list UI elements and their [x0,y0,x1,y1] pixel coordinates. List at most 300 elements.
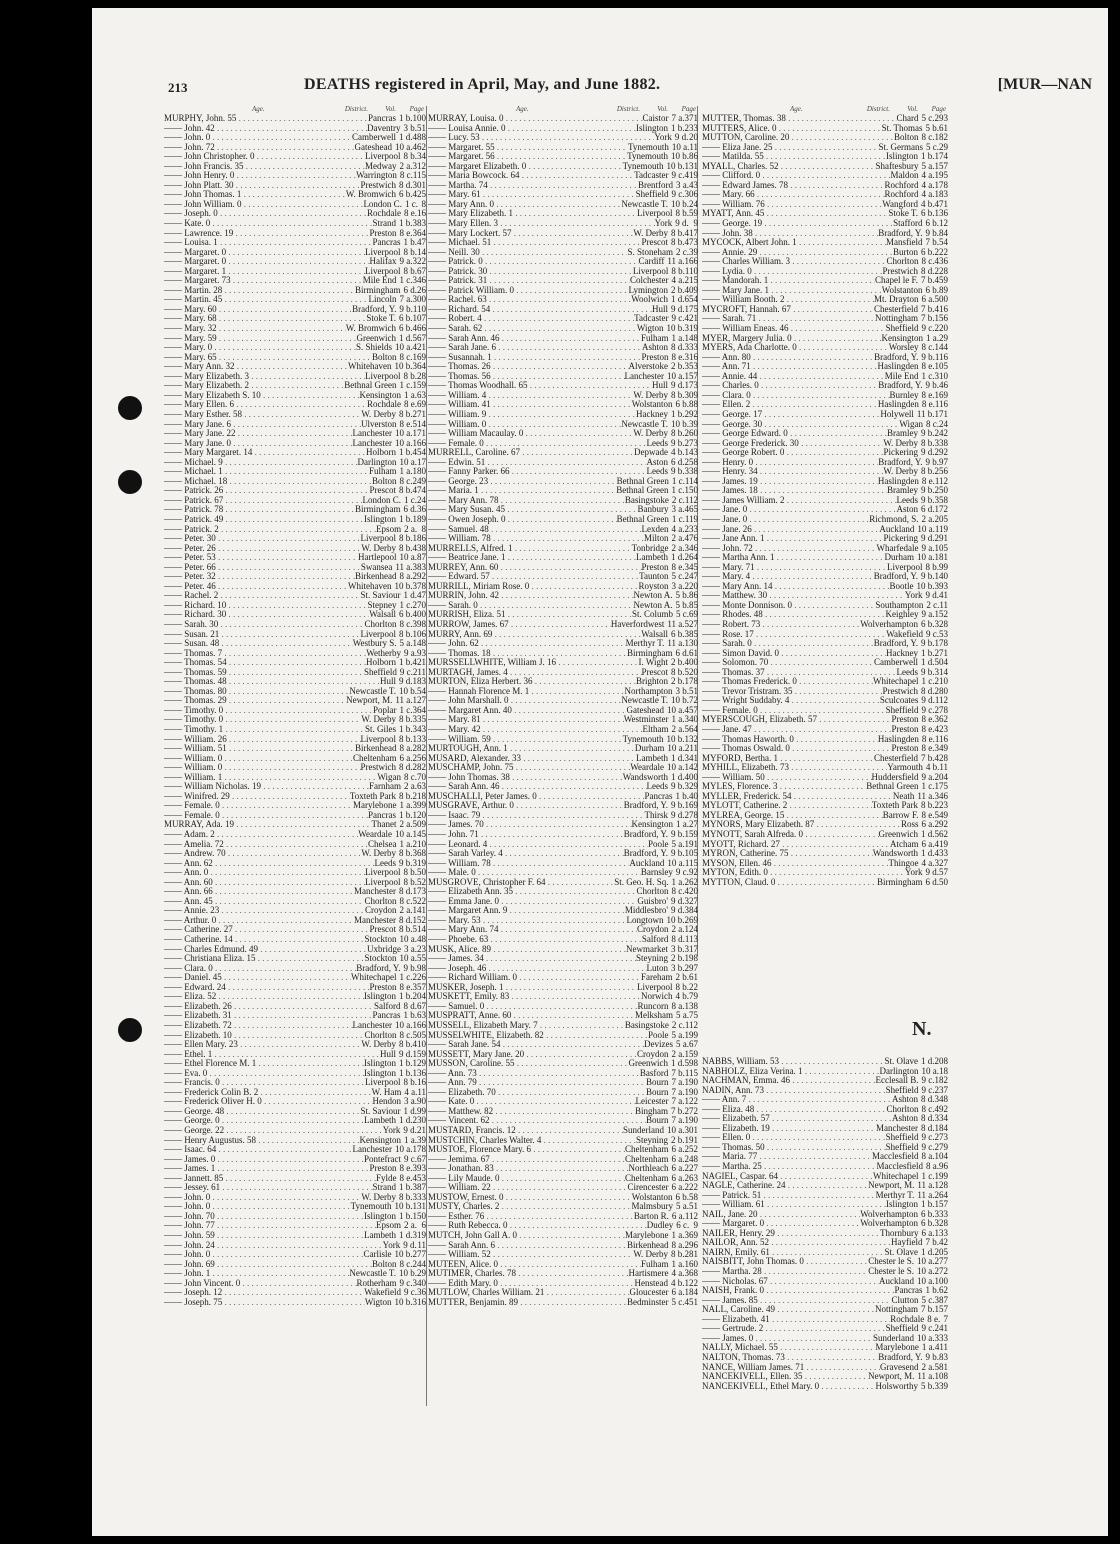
entry-volume: 9 b. [921,429,935,439]
entry-page: 99 [939,562,948,572]
entry-page: 364 [412,362,426,372]
entry-district: Islington [885,1200,918,1210]
entry-volume: 6 b. [921,1219,935,1229]
entry-name: —— John Henry. 0 . . . [164,171,356,181]
entry-district: Manchester [354,915,396,925]
entry-row [428,868,698,878]
entry-volume: 9 c. [921,1076,935,1086]
entry-page: 292 [934,820,948,830]
entry-district: Luton [646,963,668,973]
entry-row [164,1298,426,1308]
entry-row [428,1116,698,1126]
entry-district: Hartismere [628,1269,669,1279]
entry-row [702,563,948,573]
entry-row [164,1040,426,1050]
entry-page: 115 [684,858,698,868]
entry-district: Birmingham [627,648,673,658]
entry-row [164,1164,426,1174]
entry-page: 36 [417,505,426,515]
entry-volume: 9 b. [921,495,935,505]
entry-name: —— John. 0 . . . [164,1193,361,1203]
entry-name: —— Margaret Elizabeth. 0 . . . [428,162,623,172]
entry-page: 205 [934,1247,948,1257]
entry-name: —— Maria Bowcock. 64 . . . [428,171,634,181]
entry-district: Liverpool [365,868,401,878]
entry-volume: 8 b. [399,543,413,553]
entry-row [428,525,698,535]
entry-name: MUTEEN, Alice. 0 . . . [428,1260,641,1270]
entry-page: 522 [412,896,426,906]
entry-name: —— John Vincent. 0 . . . [164,1279,357,1289]
entry-row [164,305,426,315]
entry-name: —— Henry. 0 . . . [702,458,878,468]
entry-page: 454 [412,448,426,458]
entry-row [428,945,698,955]
entry-district: W. Bromwich [345,324,396,334]
entry-volume: 2 a. [671,725,685,734]
entry-district: Islington [363,514,396,524]
entry-district: Liverpool [365,371,401,381]
entry-district: Clutton [891,1295,919,1305]
entry-district: W. Derby [361,1192,396,1202]
entry-row [702,706,948,716]
column-header [702,104,948,114]
entry-page: 281 [684,1250,698,1260]
entry-volume: 8 d. [399,763,413,773]
entry-name: —— Frederick Oliver H. 0 . . . [164,1097,373,1107]
entry-row [428,381,698,391]
entry-name: —— Henry. 34 . . . [702,467,883,477]
entry-row [164,906,426,916]
entry-row [164,429,426,439]
entry-district: Sheffield [885,1142,919,1152]
entry-volume: 8 b. [921,467,935,477]
entry-volume: 1 d. [671,553,685,563]
entry-page: 50 [417,868,426,878]
entry-district: Mansfield [886,238,923,248]
entry-volume: 11 a. [667,257,685,267]
entry-district: Tynemouth [622,734,664,744]
entry-name: —— Henry Augustus. 58 . . . [164,1136,360,1146]
entry-row [428,486,698,496]
entry-row [164,1279,426,1289]
entry-page: 148 [412,639,426,649]
entry-volume: 7 a. [671,1078,685,1088]
entry-district: Bourn [646,1116,669,1126]
entry-district: Liverpool [360,629,396,639]
entry-volume: 7 b. [671,1106,685,1116]
entry-page: 421 [412,658,426,668]
entry-volume: 7 b. [925,1238,939,1248]
entry-row [702,591,948,601]
entry-volume: 11 a. [917,791,935,801]
entry-volume: 9 d. [399,1049,413,1059]
entry-volume: 2 a. [399,906,413,916]
entry-name: —— John. 0 . . . [164,1202,351,1212]
entry-district: Auckland [629,858,665,868]
entry-volume: 1 c. [404,495,417,505]
entry-volume: 10 a. [671,142,690,152]
entry-volume: 2 b. [671,1135,685,1145]
entry-district: Preston [641,352,669,362]
entry-name: MURROW, James. 67 . . . [428,620,611,630]
entry-volume: 10 a. [395,1145,413,1155]
entry-name: MYLLER, Frederick. 54 . . . [702,792,893,802]
entry-name: MURRAY, Ada. 19 . . . [164,820,372,830]
entry-district: Pancras [368,114,396,123]
entry-volume: 1 c. [921,677,935,687]
entry-row [428,420,698,430]
entry-page: 157 [934,1305,948,1315]
entry-page: 75 [689,1011,698,1021]
entry-name: —— Thomas Woodhall. 65 . . . [428,381,652,391]
entry-row [164,840,426,850]
entry-page: 171 [934,409,948,419]
entry-name: —— Thomas. 37 . . . [702,668,897,678]
entry-district: Hartlepool [358,553,397,563]
entry-district: Lambeth [636,553,668,563]
entry-district: Yarmouth [887,763,923,773]
entry-district: Toxteth Park [349,791,396,801]
entry-name: —— Male. 0 . . . [428,868,641,878]
entry-district: Banbury [637,505,669,515]
entry-name: —— Martha. 74 . . . [428,181,638,191]
entry-page: 199 [684,1030,698,1040]
entry-name: —— Andrew. 70 . . . [164,849,361,859]
entry-row [428,324,698,334]
entry-name: —— Eliza. 52 . . . [164,992,364,1002]
entry-name: —— John Thomas. 1 . . . [164,190,346,200]
entry-name: —— Peter. 46 . . . [164,582,348,592]
entry-volume: 8 d. [921,1095,935,1105]
entry-name: —— James. 70 . . . [428,820,632,830]
entry-name: —— Elizabeth. 41 . . . [702,1315,890,1325]
column-header-district: District. [866,105,890,113]
entry-volume: 6 b. [921,209,935,219]
column-header-age: Age. [790,105,803,113]
entry-volume: 9 b. [399,858,413,868]
entry-page: 317 [684,944,698,954]
entry-volume: 8 b. [403,266,417,276]
entry-name: —— Mary Elizabeth S. 10 . . . [164,391,360,401]
entry-name: MUSSELL, Elizabeth Mary. 7 . . . [428,1021,625,1031]
entry-row [164,467,426,477]
entry-page: 269 [684,915,698,925]
entry-volume: 9 b. [671,438,685,448]
entry-volume: 4 a. [671,524,685,534]
entry-row [428,792,698,802]
entry-row [428,353,698,363]
entry-district: Steyning [635,1135,668,1145]
entry-volume: 1 d. [403,591,417,601]
entry-name: MUSSELWHITE, Elizabeth. 82 . . . [428,1031,648,1041]
entry-name: —— James. 0 . . . [164,1155,364,1165]
entry-volume: 8 c. [671,887,685,897]
entry-volume: 4 a. [404,1087,418,1097]
entry-page: 58 [689,1192,698,1202]
entry-volume: 1 d. [921,658,935,668]
entry-volume: 1 c. [671,486,685,496]
entry-name: MUTTER, Thomas. 38 . . . [702,114,897,124]
entry-name: —— Mary Ann. 32 . . . [164,362,348,372]
entry-district: Birmingham [355,505,401,515]
entry-name: MURPHY, John. 55 . . . [164,114,368,124]
entry-volume: 10 b. [916,581,935,591]
entry-page: 428 [934,753,948,763]
entry-page: 12 [939,219,948,229]
entry-district: Tadcaster [634,171,669,181]
entry-row [164,696,426,706]
entry-district: Wigton [364,1297,392,1307]
entry-name: —— Ellen. 2 . . . [702,400,878,410]
entry-row [702,391,948,401]
entry-row [428,439,698,449]
entry-district: Lanchester [352,1020,392,1030]
entry-district: Alverstoke [628,362,668,372]
entry-district: Leeds [646,438,668,448]
entry-name: —— Ann. 0 . . . [164,868,365,878]
entry-row [702,840,948,850]
entry-row [164,229,426,239]
entry-volume: 6 a. [671,1173,685,1183]
entry-page: 204 [412,992,426,1002]
entry-name: —— John. 0 . . . [164,133,352,143]
entry-district: Epsom [376,1221,402,1231]
entry-page: 166 [412,1020,426,1030]
entry-name: —— Lawrence. 19 . . . [164,229,370,239]
entry-row [164,1241,426,1251]
entry-page: 159 [412,1049,426,1059]
entry-page: 416 [934,304,948,314]
entry-volume: 6 a. [671,1288,685,1298]
entry-row [702,372,948,382]
entry-district: Liverpool [360,534,396,544]
entry-district: Lambeth [636,753,668,763]
entry-name: —— Mary Ellen. 3 . . . [428,219,655,229]
entry-row [428,1298,698,1308]
entry-page: 291 [934,534,948,544]
entry-page: 178 [412,1145,426,1155]
entry-district: Basingstoke [624,1020,669,1030]
entry-volume: 8 b. [671,667,685,677]
entry-row [428,534,698,544]
entry-row [164,1193,426,1203]
entry-volume: 1 d. [671,1059,685,1069]
entry-district: St. Olave [884,1057,918,1066]
index-range: [MUR—NAN [997,76,1092,93]
entry-district: Gateshead [354,142,392,152]
entry-volume: 1 b. [399,514,413,524]
entry-volume: 9 d. [403,1125,417,1135]
entry-name: —— Patrick. 26 . . . [164,486,370,496]
entry-row [164,1069,426,1079]
entry-page: 504 [934,658,948,668]
entry-volume: 3 b. [403,123,417,133]
entry-district: Stepney [367,600,397,610]
entry-district: Holywell [880,409,914,419]
entry-district: Uxbridge [367,944,401,954]
entry-district: Kensington [881,333,923,343]
entry-row [428,1183,698,1193]
entry-volume: 8 b. [403,371,417,381]
entry-page: 127 [412,696,426,706]
entry-page: 157 [934,1200,948,1210]
entry-page: 7 [943,1314,948,1324]
entry-row [702,1162,948,1172]
entry-name: —— Patrick. 49 . . . [164,515,364,525]
entry-page: 451 [684,1297,698,1307]
entry-page: 20 [689,133,698,143]
entry-row [164,257,426,267]
entry-district: Fulham [640,1259,669,1269]
entry-page: 83 [939,1352,948,1362]
entry-volume: 8 b. [921,801,935,811]
entry-row [702,553,948,563]
entry-volume: 8 b. [403,152,417,162]
entry-name: —— Mary Jane. 6 . . . [164,420,361,430]
entry-district: Chorlton [886,1104,919,1114]
entry-page: 21 [417,1125,426,1135]
entry-page: 99 [417,1106,426,1116]
entry-page: 527 [684,619,698,629]
entry-row [428,992,698,1002]
entry-volume: 8 d. [921,1114,935,1124]
entry-page: 61 [939,123,948,133]
entry-volume: 10 b. [666,734,685,744]
entry-page: 14 [417,247,426,257]
entry-row [702,1067,948,1077]
entry-page: 271 [412,409,426,419]
entry-page: 98 [417,963,426,973]
entry-volume: 2 a. [671,543,685,553]
entry-page: 233 [684,524,698,534]
entry-row [702,601,948,611]
entry-row [164,1202,426,1212]
entry-volume: 4 a. [921,171,935,181]
entry-page: 9 [693,1221,698,1231]
entry-name: —— Daniel. 45 . . . [164,973,351,983]
entry-row [164,849,426,859]
entry-volume: 8 d. [671,343,685,353]
entry-volume: 6 d. [675,648,689,658]
entry-volume: 10 b. [666,161,685,171]
entry-district: Rochford [884,190,919,200]
entry-row [164,171,426,181]
entry-name: —— Jemima. 67 . . . [428,1155,625,1165]
entry-district: Prescot [369,925,396,935]
entry-row [702,181,948,191]
entry-row [428,801,698,811]
entry-volume: 1 d. [399,333,413,343]
entry-row [428,935,698,945]
entry-district: Bethnal Green [616,476,669,486]
entry-volume: 1 b. [399,448,413,458]
entry-volume: 7 a. [671,1116,685,1126]
entry-district: Sheffield [885,1085,919,1095]
entry-district: Birmingham [877,877,923,887]
entry-page: 150 [684,486,698,496]
entry-volume: 6 a. [921,820,935,830]
entry-page: 8 [421,524,426,534]
entry-district: Newton A. [633,591,673,601]
entry-volume: 8 a. [399,572,413,582]
entry-name: —— James. 85 . . . [702,1296,891,1306]
entry-page: 223 [934,801,948,811]
entry-district: Darlington [357,457,397,467]
entry-district: Chorlton [886,257,919,267]
entry-page: 166 [684,257,698,267]
entry-volume: 8 b. [399,791,413,801]
entry-district: S. Shields [355,343,392,353]
entry-page: 63 [417,782,426,792]
entry-volume: 8 b. [671,429,685,439]
entry-district: Leicester [635,1097,669,1107]
entry-row [702,152,948,162]
entry-volume: 4 a. [921,190,935,200]
entry-volume: 10 b. [666,324,685,334]
entry-row [164,238,426,248]
entry-volume: 1 b. [399,1059,413,1069]
entry-name: MURRISH, Eliza. 51 . . . [428,610,632,620]
entry-district: Walsall [641,629,668,639]
entry-name: —— Peter. 26 . . . [164,544,361,554]
entry-district: Tynemouth [627,142,669,152]
entry-name: —— Mary Lockert. 57 . . . [428,229,633,239]
entry-district: Lambeth [364,1230,396,1240]
entry-district: W. Derby [633,429,668,439]
entry-page: 549 [934,810,948,820]
entry-volume: 8 b. [925,562,939,572]
entry-district: Bootle [889,581,914,591]
entry-row [164,534,426,544]
entry-name: —— William. 22 . . . [428,1183,628,1193]
entry-volume: 7 b. [921,314,935,324]
entry-page: 421 [684,314,698,324]
entry-row [702,467,948,477]
entry-volume: 1 b. [921,648,935,658]
entry-district: Salford [374,1001,401,1011]
entry-volume: 9 b. [671,830,685,840]
entry-volume: 6 b. [399,190,413,200]
entry-page: 340 [412,1278,426,1288]
entry-volume: 2 b. [671,362,685,372]
entry-row [164,1031,426,1041]
entry-volume: 10 b. [394,362,413,372]
entry-district: Pancras [372,1011,401,1021]
entry-district: W. Bromwich [345,190,396,200]
entry-district: Sheffield [885,1324,919,1334]
entry-row [702,286,948,296]
entry-name: —— Jannett. 85 . . . [164,1174,376,1184]
entry-district: Hull [379,677,396,687]
entry-row [428,1107,698,1117]
entry-district: Depwade [634,448,668,458]
entry-row [702,1086,948,1096]
entry-district: Poole [647,839,669,849]
entry-volume: 11 a. [917,1181,935,1191]
entry-district: Wolverhampton [860,1219,918,1229]
entry-volume: 11 a. [395,696,413,706]
entry-district: Camberwell [352,133,396,143]
entry-volume: 8 e. [921,476,935,486]
entry-volume: 5 a. [676,1202,689,1212]
entry-page: 51 [689,1202,698,1212]
entry-name: —— Thomas. 54 . . . [164,658,366,668]
entry-row [428,1174,698,1184]
entry-name: —— Martha. 25 . . . [702,1162,877,1172]
entry-volume: 8 b. [399,849,413,859]
entry-volume: 10 a. [921,1066,939,1076]
